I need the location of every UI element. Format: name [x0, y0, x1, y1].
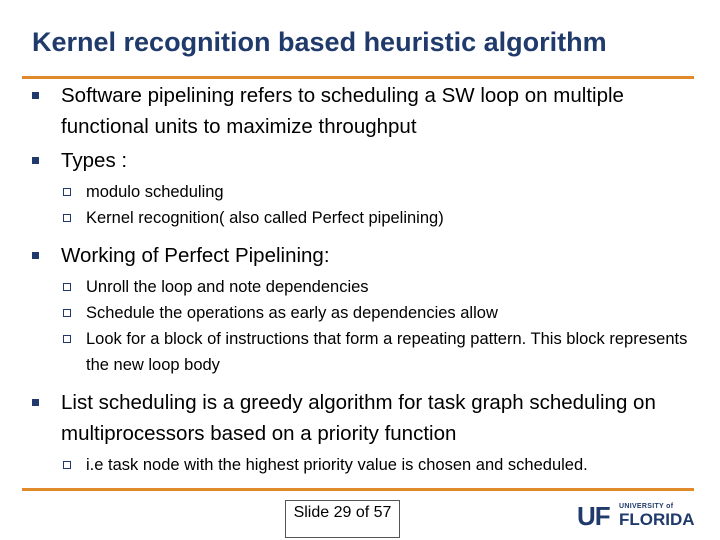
- sub-bullet-list: [61, 179, 708, 231]
- hollow-square-bullet-icon: [63, 335, 71, 343]
- bullet-text: List scheduling is a greedy algorithm for task graph scheduling on multiprocessors based on a priority function: [61, 391, 656, 445]
- sub-bullet-list: [61, 452, 708, 478]
- bullet-text: Software pipelining refers to scheduling a SW loop on multiple functional units to maximize throughput: [61, 84, 624, 138]
- bullet-list: [28, 80, 708, 487]
- square-bullet-icon: [32, 157, 39, 164]
- sub-bullet-item: [61, 452, 708, 478]
- square-bullet-icon: [32, 399, 39, 406]
- bullet-item: [28, 145, 708, 231]
- uf-logo-university-of: UNIVERSITY of: [619, 503, 674, 510]
- uf-logo: [577, 501, 695, 531]
- sub-bullet-text: i.e task node with the highest priority value is chosen and scheduled.: [86, 456, 588, 474]
- sub-bullet-text: Kernel recognition( also called Perfect pipelining): [86, 209, 444, 227]
- sub-bullet-text: Schedule the operations as early as dependencies allow: [86, 304, 498, 322]
- sub-bullet-list: [61, 274, 708, 378]
- hollow-square-bullet-icon: [63, 214, 71, 222]
- sub-bullet-item: [61, 274, 708, 300]
- square-bullet-icon: [32, 92, 39, 99]
- sub-bullet-item: [61, 179, 708, 205]
- hollow-square-bullet-icon: [63, 309, 71, 317]
- bullet-item: [28, 387, 708, 478]
- footer-divider: [22, 488, 694, 491]
- sub-bullet-text: modulo scheduling: [86, 183, 224, 201]
- sub-bullet-text: Look for a block of instructions that form a repeating pattern. This block represents the new loop body: [86, 330, 688, 374]
- bullet-text: Working of Perfect Pipelining:: [61, 244, 330, 267]
- slide-title: Kernel recognition based heuristic algorithm: [32, 27, 607, 57]
- bullet-item: [28, 80, 708, 142]
- hollow-square-bullet-icon: [63, 283, 71, 291]
- hollow-square-bullet-icon: [63, 188, 71, 196]
- sub-bullet-text: Unroll the loop and note dependencies: [86, 278, 369, 296]
- slide-number: Slide 29 of 57: [285, 500, 400, 538]
- uf-logo-florida: FLORIDA: [619, 510, 695, 529]
- sub-bullet-item: [61, 205, 708, 231]
- square-bullet-icon: [32, 252, 39, 259]
- title-divider: [22, 76, 694, 79]
- sub-bullet-item: [61, 326, 708, 378]
- hollow-square-bullet-icon: [63, 461, 71, 469]
- bullet-text: Types :: [61, 149, 128, 172]
- bullet-item: [28, 240, 708, 378]
- uf-logo-mark: UF: [577, 501, 610, 531]
- sub-bullet-item: [61, 300, 708, 326]
